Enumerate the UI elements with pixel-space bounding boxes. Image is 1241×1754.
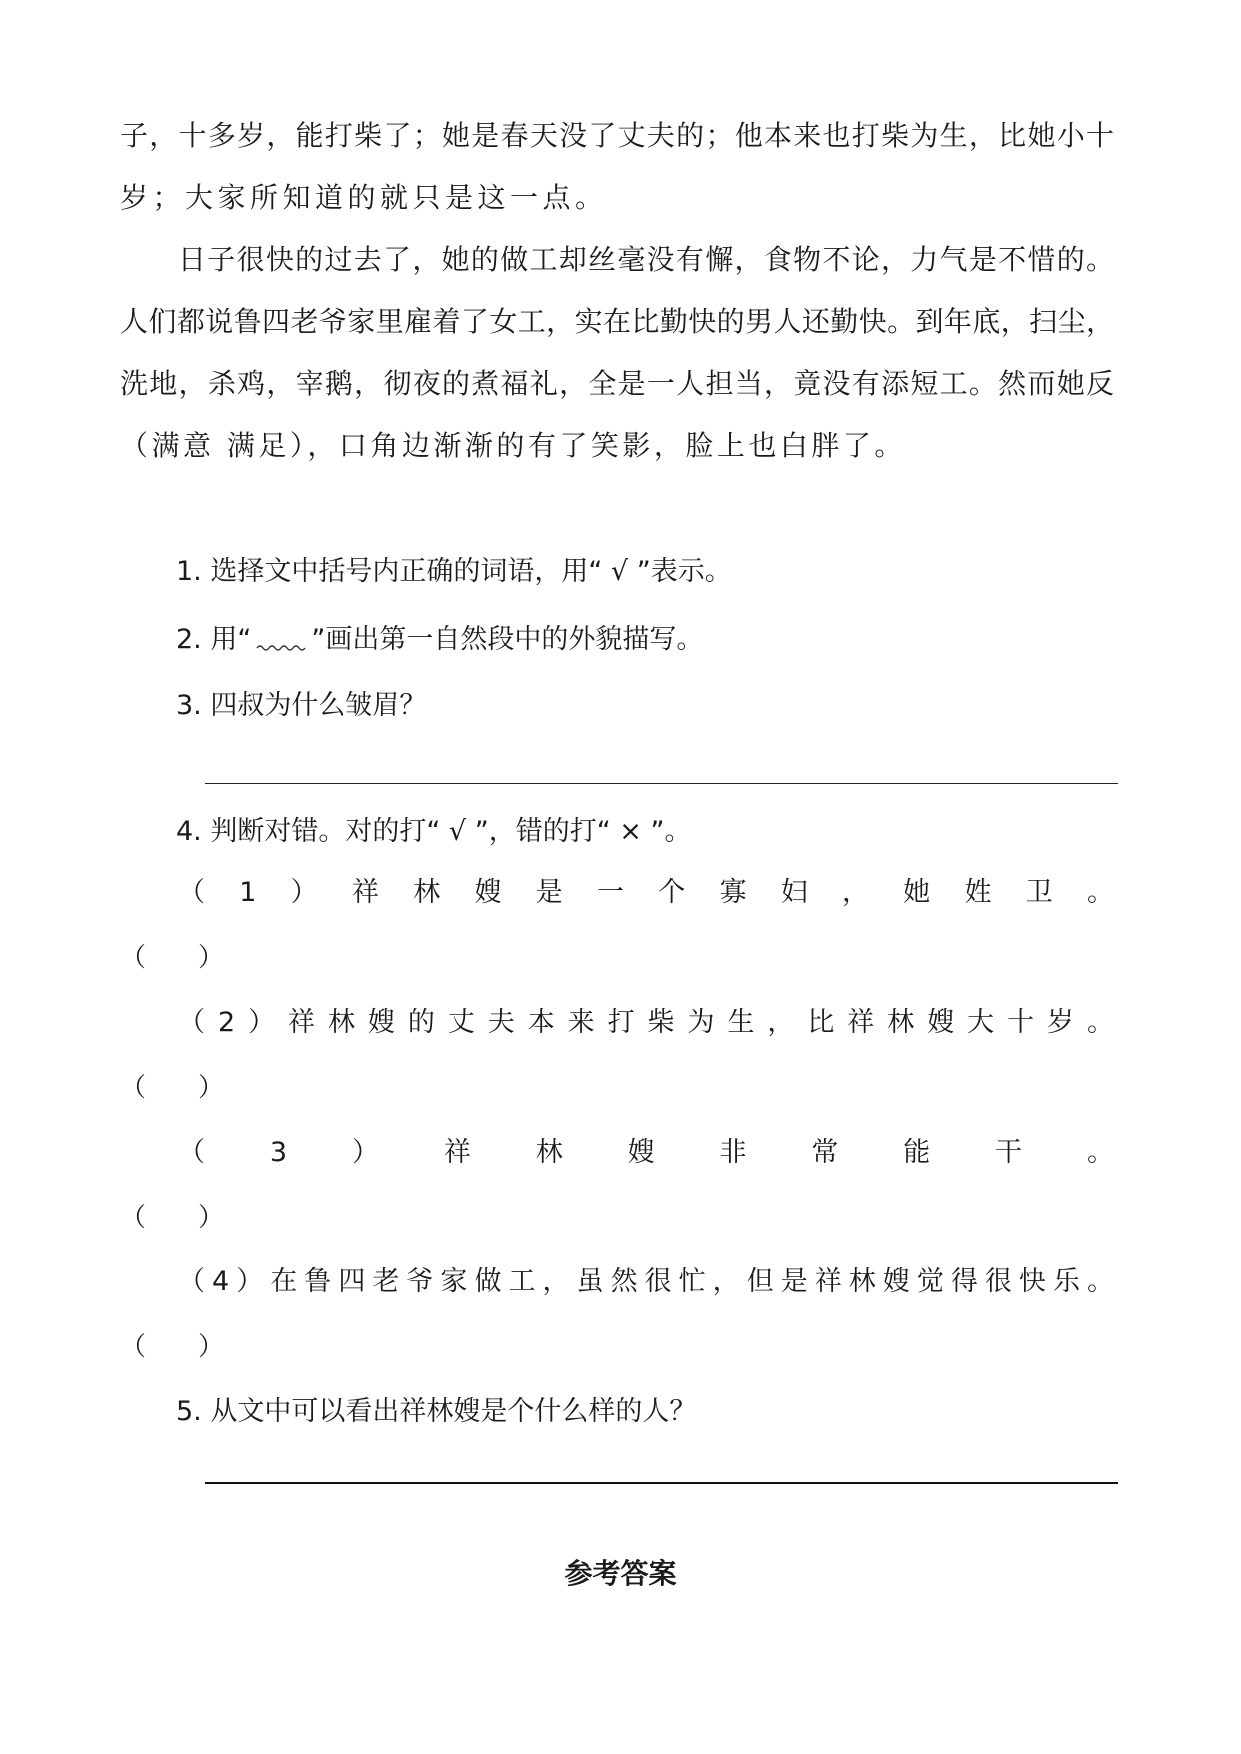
judgement-blank[interactable]: （ ） xyxy=(120,943,225,973)
wavy-underline-icon xyxy=(253,632,309,652)
answer-line[interactable] xyxy=(205,783,1118,784)
judgement-item: （4）在鲁四老爷家做工，虽然很忙，但是祥林嫂觉得很快乐。 xyxy=(178,1266,1114,1297)
question-1: 1. 选择文中括号内正确的词语，用“ √ ”表示。 xyxy=(176,556,732,587)
question-4: 4. 判断对错。对的打“ √ ”，错的打“ × ”。 xyxy=(176,816,692,847)
judgement-blank[interactable]: （ ） xyxy=(120,1203,225,1233)
passage-line: （满意 满足），口角边渐渐的有了笑影，脸上也白胖了。 xyxy=(120,429,906,462)
passage-line: 日子很快的过去了，她的做工却丝毫没有懈，食物不论，力气是不惜的。 xyxy=(178,243,1114,276)
judgement-blank[interactable]: （ ） xyxy=(120,1073,225,1103)
passage-line: 洗地，杀鸡，宰鹅，彻夜的煮福礼，全是一人担当，竟没有添短工。然而她反 xyxy=(120,367,1114,400)
passage-line: 子，十多岁，能打柴了；她是春天没了丈夫的；他本来也打柴为生，比她小十 xyxy=(120,119,1114,152)
question-3: 3. 四叔为什么皱眉？ xyxy=(176,690,427,721)
question-2-suffix: ”画出第一自然段中的外貌描写。 xyxy=(311,624,704,655)
passage-line: 人们都说鲁四老爷家里雇着了女工，实在比勤快的男人还勤快。到年底，扫尘， xyxy=(120,305,1114,338)
question-2 xyxy=(176,620,703,660)
judgement-item: （2）祥林嫂的丈夫本来打柴为生，比祥林嫂大十岁。 xyxy=(178,1007,1114,1038)
judgement-item: （3）祥林嫂非常能干。 xyxy=(178,1137,1114,1168)
judgement-blank[interactable]: （ ） xyxy=(120,1332,225,1362)
question-5: 5. 从文中可以看出祥林嫂是个什么样的人？ xyxy=(176,1396,697,1427)
answer-line[interactable] xyxy=(205,1482,1118,1484)
passage-line: 岁；大家所知道的就只是这一点。 xyxy=(120,181,608,214)
question-2-prefix: 2. 用“ xyxy=(176,624,252,655)
answers-heading: 参考答案 xyxy=(564,1557,677,1590)
judgement-item: （1）祥林嫂是一个寡妇，她姓卫。 xyxy=(178,877,1114,908)
